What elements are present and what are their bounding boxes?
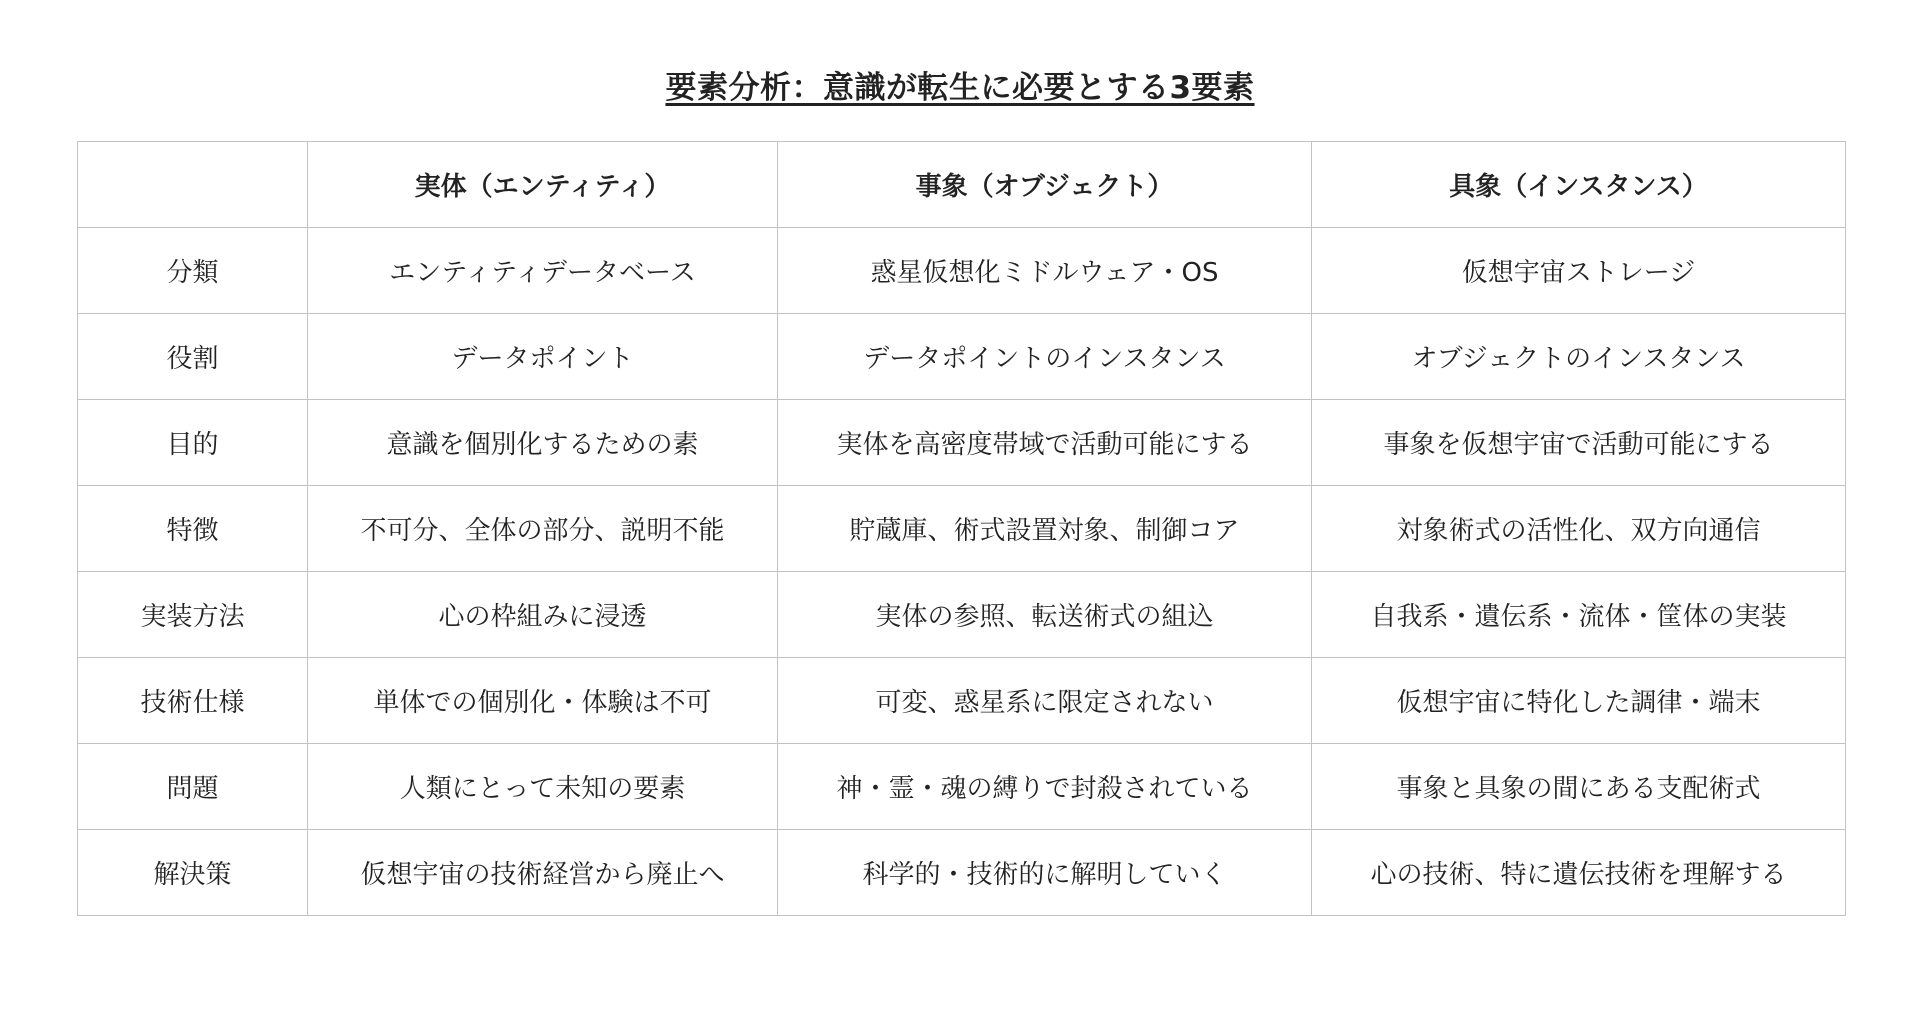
table-row — [78, 228, 1846, 314]
table-cell: 自我系・遺伝系・流体・筐体の実装 — [1312, 572, 1846, 658]
table-cell: 実体を高密度帯域で活動可能にする — [778, 400, 1312, 486]
row-label: 役割 — [78, 314, 308, 400]
page-title: 要素分析：意識が転生に必要とする3要素 — [665, 70, 1255, 106]
row-label: 特徴 — [78, 486, 308, 572]
table-row — [78, 400, 1846, 486]
table-row — [78, 314, 1846, 400]
table-cell: 不可分、全体の部分、説明不能 — [308, 486, 778, 572]
table-row — [78, 744, 1846, 830]
table-row — [78, 830, 1846, 916]
table-cell: 実体の参照、転送術式の組込 — [778, 572, 1312, 658]
header-instance: 具象（インスタンス） — [1312, 142, 1846, 228]
table-cell: 事象を仮想宇宙で活動可能にする — [1312, 400, 1846, 486]
table-cell: 単体での個別化・体験は不可 — [308, 658, 778, 744]
table-cell: 可変、惑星系に限定されない — [778, 658, 1312, 744]
table-cell: 心の技術、特に遺伝技術を理解する — [1312, 830, 1846, 916]
table-cell: 貯蔵庫、術式設置対象、制御コア — [778, 486, 1312, 572]
table-row — [78, 486, 1846, 572]
table-cell: 心の枠組みに浸透 — [308, 572, 778, 658]
table-cell: データポイント — [308, 314, 778, 400]
table-cell: オブジェクトのインスタンス — [1312, 314, 1846, 400]
table-header-row — [78, 142, 1846, 228]
header-entity: 実体（エンティティ） — [308, 142, 778, 228]
table-cell: 科学的・技術的に解明していく — [778, 830, 1312, 916]
row-label: 目的 — [78, 400, 308, 486]
table-cell: 仮想宇宙ストレージ — [1312, 228, 1846, 314]
table-cell: エンティティデータベース — [308, 228, 778, 314]
row-label: 解決策 — [78, 830, 308, 916]
table-cell: データポイントのインスタンス — [778, 314, 1312, 400]
table-row — [78, 658, 1846, 744]
table-cell: 仮想宇宙に特化した調律・端末 — [1312, 658, 1846, 744]
header-corner-cell — [78, 142, 308, 228]
row-label: 分類 — [78, 228, 308, 314]
table-cell: 惑星仮想化ミドルウェア・OS — [778, 228, 1312, 314]
table-cell: 仮想宇宙の技術経営から廃止へ — [308, 830, 778, 916]
table-cell: 神・霊・魂の縛りで封殺されている — [778, 744, 1312, 830]
table-cell: 人類にとって未知の要素 — [308, 744, 778, 830]
table-cell: 意識を個別化するための素 — [308, 400, 778, 486]
header-object: 事象（オブジェクト） — [778, 142, 1312, 228]
row-label: 問題 — [78, 744, 308, 830]
table-cell: 事象と具象の間にある支配術式 — [1312, 744, 1846, 830]
row-label: 実装方法 — [78, 572, 308, 658]
element-analysis-table — [77, 141, 1846, 916]
table-cell: 対象術式の活性化、双方向通信 — [1312, 486, 1846, 572]
row-label: 技術仕様 — [78, 658, 308, 744]
table-row — [78, 572, 1846, 658]
